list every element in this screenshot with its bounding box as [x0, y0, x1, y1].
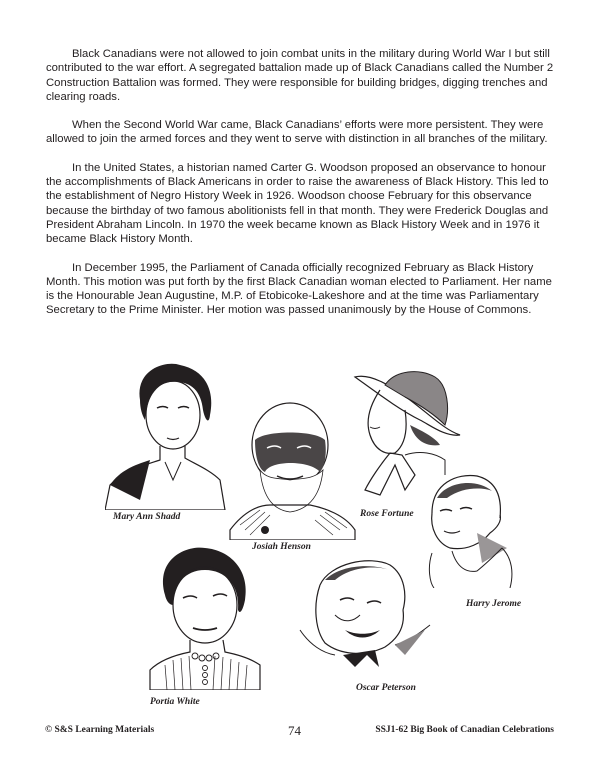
man-portrait-icon	[422, 473, 522, 588]
portrait-mary-ann-shadd	[105, 360, 235, 510]
portrait-portia-white	[145, 540, 265, 690]
man-portrait-icon	[225, 400, 360, 540]
portrait-oscar-peterson	[295, 555, 435, 680]
page-number: 74	[288, 723, 301, 738]
caption-rose-fortune: Rose Fortune	[360, 509, 414, 519]
man-portrait-icon	[295, 555, 435, 680]
portrait-illustration-group	[0, 355, 600, 715]
paragraph-wwi: Black Canadians were not allowed to join combat units in the military during World War I but still contributed to the war effort. A segregated battalion made up of Black Canadians called the Number 2 Construction Battalion was formed. They were responsible for building bridges, digging trenches and clearing roads.	[46, 48, 554, 103]
caption-harry-jerome: Harry Jerome	[466, 599, 522, 609]
caption-portia-white: Portia White	[150, 697, 200, 707]
caption-mary-ann-shadd: Mary Ann Shadd	[113, 512, 181, 522]
woman-portrait-icon	[145, 540, 265, 690]
caption-oscar-peterson: Oscar Peterson	[356, 683, 416, 693]
paragraph-woodson: In the United States, a historian named Carter G. Woodson proposed an observance to honour the accomplishments of Black Americans in order to raise the awareness of Black History. This led to the establishment of Negro History Week in 1926. Woodson choose February for this observance because the birthday of two famous abolitionists fell in that month. They were Frederick Douglas and President Abraham Lincoln. In 1970 the week became known as Black History Week and in 1976 it became Black History Month.	[46, 161, 549, 246]
portrait-josiah-henson	[225, 400, 360, 540]
body-text	[46, 47, 560, 332]
paragraph-wwii: When the Second World War came, Black Canadians’ efforts were more persistent. They were allowed to join the armed forces and they went to serve with distinction in all branches of the military.	[46, 119, 548, 146]
page-footer	[0, 723, 600, 743]
woman-portrait-icon	[105, 360, 235, 510]
caption-josiah-henson: Josiah Henson	[252, 542, 311, 552]
footer-book-title: SSJ1-62 Big Book of Canadian Celebrations	[375, 725, 554, 735]
footer-copyright: © S&S Learning Materials	[45, 725, 155, 735]
paragraph-parliament: In December 1995, the Parliament of Canada officially recognized February as Black History Month. This motion was put forth by the first Black Canadian woman elected to Parliament. Her name is the Honourable Jean Augustine, M.P. of Etobicoke-Lakeshore and at the time was Parliamentary Secretary to the Prime Minister. Her motion was passed unanimously by the House of Commons.	[46, 261, 552, 317]
portrait-harry-jerome	[422, 473, 522, 588]
